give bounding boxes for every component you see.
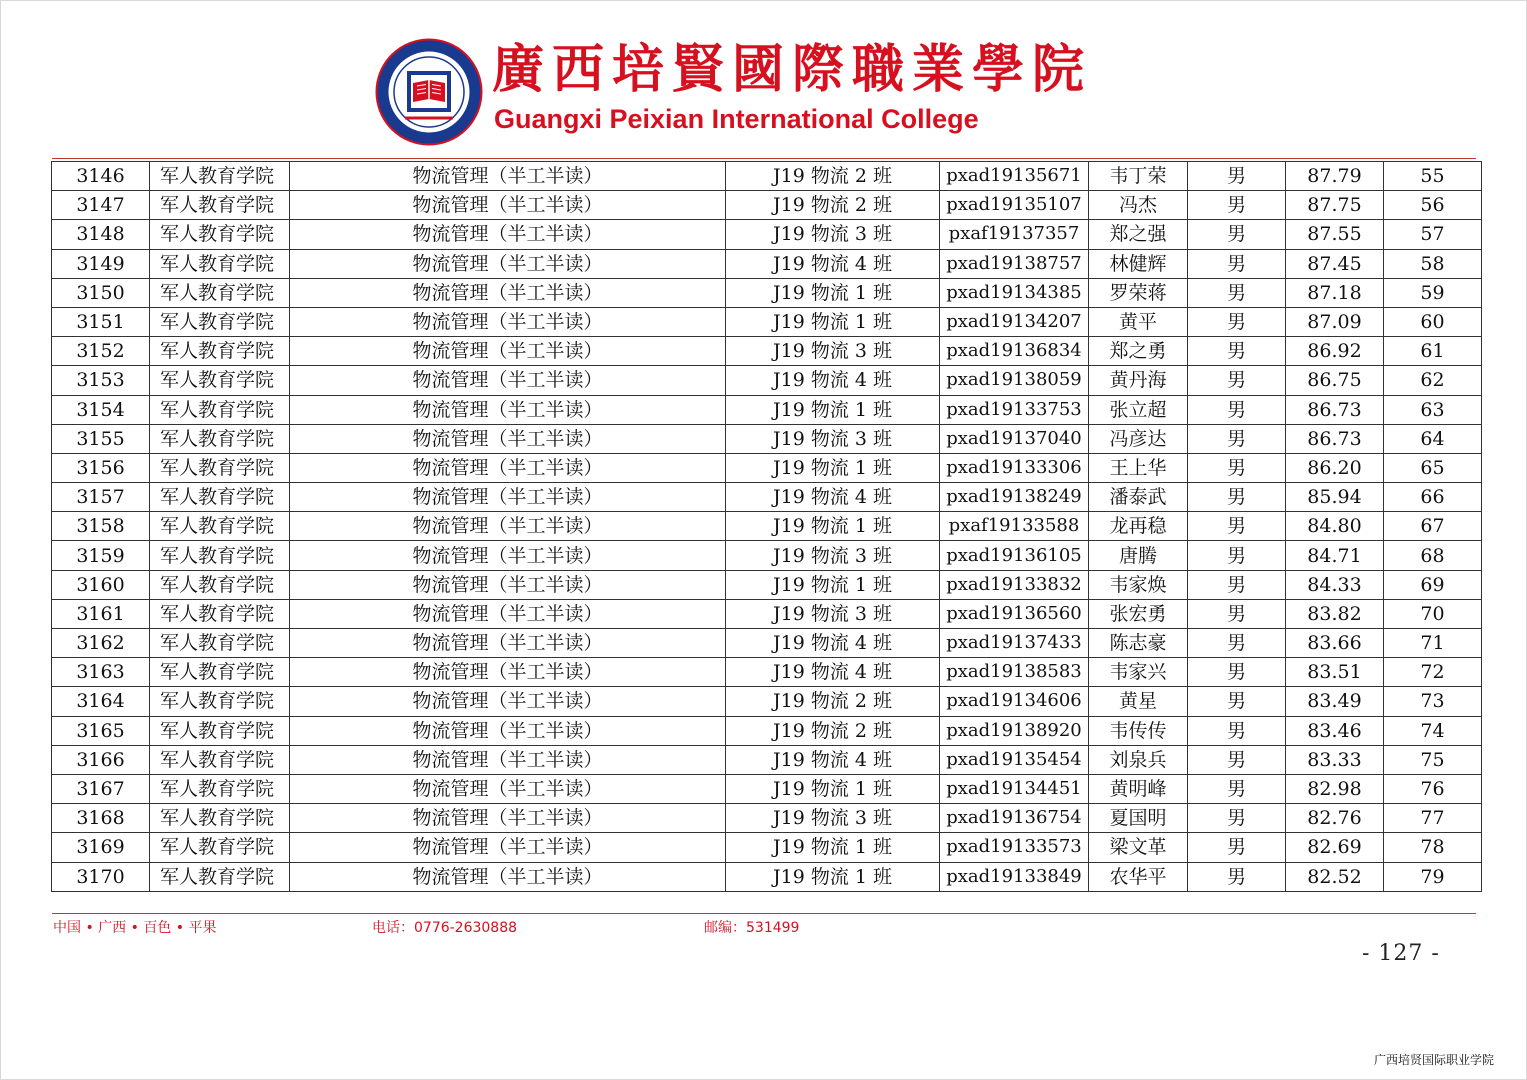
cell-gender: 男 — [1188, 278, 1286, 307]
cell-dept: 军人教育学院 — [150, 570, 290, 599]
cell-id: pxad19138059 — [940, 366, 1089, 395]
cell-class: J19 物流 1 班 — [726, 307, 940, 336]
cell-gender: 男 — [1188, 162, 1286, 191]
cell-class: J19 物流 1 班 — [726, 453, 940, 482]
cell-gender: 男 — [1188, 629, 1286, 658]
cell-dept: 军人教育学院 — [150, 395, 290, 424]
table-row — [52, 658, 1482, 687]
cell-score: 85.94 — [1286, 483, 1384, 512]
table-row — [52, 541, 1482, 570]
cell-dept: 军人教育学院 — [150, 366, 290, 395]
cell-name: 韦家焕 — [1089, 570, 1188, 599]
header-divider — [52, 158, 1476, 159]
cell-seq: 3167 — [52, 774, 150, 803]
cell-id: pxad19137040 — [940, 424, 1089, 453]
cell-major: 物流管理（半工半读） — [290, 337, 726, 366]
cell-seq: 3162 — [52, 629, 150, 658]
cell-rank: 76 — [1384, 774, 1482, 803]
cell-class: J19 物流 4 班 — [726, 658, 940, 687]
cell-id: pxad19133753 — [940, 395, 1089, 424]
cell-major: 物流管理（半工半读） — [290, 862, 726, 891]
cell-name: 刘泉兵 — [1089, 745, 1188, 774]
cell-score: 87.09 — [1286, 307, 1384, 336]
college-name-en: Guangxi Peixian International College — [494, 104, 979, 134]
cell-id: pxad19136834 — [940, 337, 1089, 366]
cell-seq: 3166 — [52, 745, 150, 774]
cell-id: pxad19138757 — [940, 249, 1089, 278]
cell-name: 郑之勇 — [1089, 337, 1188, 366]
cell-dept: 军人教育学院 — [150, 804, 290, 833]
cell-seq: 3152 — [52, 337, 150, 366]
cell-name: 韦家兴 — [1089, 658, 1188, 687]
student-ranking-table — [51, 161, 1482, 892]
cell-rank: 57 — [1384, 220, 1482, 249]
cell-dept: 军人教育学院 — [150, 862, 290, 891]
cell-rank: 79 — [1384, 862, 1482, 891]
cell-score: 87.55 — [1286, 220, 1384, 249]
cell-id: pxad19137433 — [940, 629, 1089, 658]
cell-class: J19 物流 3 班 — [726, 804, 940, 833]
cell-dept: 军人教育学院 — [150, 687, 290, 716]
table-row — [52, 745, 1482, 774]
table-row — [52, 804, 1482, 833]
cell-dept: 军人教育学院 — [150, 337, 290, 366]
cell-name: 张宏勇 — [1089, 599, 1188, 628]
table-row — [52, 307, 1482, 336]
cell-dept: 军人教育学院 — [150, 833, 290, 862]
cell-major: 物流管理（半工半读） — [290, 191, 726, 220]
cell-rank: 77 — [1384, 804, 1482, 833]
cell-id: pxad19133849 — [940, 862, 1089, 891]
cell-rank: 59 — [1384, 278, 1482, 307]
cell-class: J19 物流 1 班 — [726, 862, 940, 891]
cell-score: 83.46 — [1286, 716, 1384, 745]
cell-score: 86.73 — [1286, 424, 1384, 453]
cell-name: 韦传传 — [1089, 716, 1188, 745]
table-row — [52, 862, 1482, 891]
page-number: - 127 - — [1362, 941, 1440, 966]
cell-name: 黄平 — [1089, 307, 1188, 336]
table-row — [52, 483, 1482, 512]
cell-dept: 军人教育学院 — [150, 629, 290, 658]
cell-dept: 军人教育学院 — [150, 162, 290, 191]
cell-gender: 男 — [1188, 716, 1286, 745]
cell-score: 83.33 — [1286, 745, 1384, 774]
cell-seq: 3149 — [52, 249, 150, 278]
cell-major: 物流管理（半工半读） — [290, 716, 726, 745]
cell-rank: 69 — [1384, 570, 1482, 599]
cell-class: J19 物流 3 班 — [726, 424, 940, 453]
cell-dept: 军人教育学院 — [150, 745, 290, 774]
footer-divider — [52, 913, 1476, 914]
cell-score: 84.80 — [1286, 512, 1384, 541]
table-row — [52, 629, 1482, 658]
cell-class: J19 物流 4 班 — [726, 745, 940, 774]
cell-gender: 男 — [1188, 512, 1286, 541]
cell-gender: 男 — [1188, 570, 1286, 599]
cell-major: 物流管理（半工半读） — [290, 453, 726, 482]
cell-rank: 58 — [1384, 249, 1482, 278]
cell-dept: 军人教育学院 — [150, 774, 290, 803]
cell-score: 86.20 — [1286, 453, 1384, 482]
cell-rank: 71 — [1384, 629, 1482, 658]
table-row — [52, 191, 1482, 220]
cell-id: pxad19136754 — [940, 804, 1089, 833]
cell-class: J19 物流 3 班 — [726, 220, 940, 249]
cell-class: J19 物流 2 班 — [726, 687, 940, 716]
cell-class: J19 物流 2 班 — [726, 191, 940, 220]
cell-dept: 军人教育学院 — [150, 658, 290, 687]
cell-class: J19 物流 1 班 — [726, 278, 940, 307]
cell-gender: 男 — [1188, 395, 1286, 424]
cell-name: 张立超 — [1089, 395, 1188, 424]
cell-seq: 3169 — [52, 833, 150, 862]
cell-gender: 男 — [1188, 745, 1286, 774]
cell-dept: 军人教育学院 — [150, 453, 290, 482]
cell-id: pxad19134606 — [940, 687, 1089, 716]
table-row — [52, 337, 1482, 366]
table-row — [52, 833, 1482, 862]
cell-score: 82.76 — [1286, 804, 1384, 833]
cell-gender: 男 — [1188, 833, 1286, 862]
cell-class: J19 物流 1 班 — [726, 833, 940, 862]
college-seal-logo-icon — [375, 38, 483, 146]
cell-id: pxad19133573 — [940, 833, 1089, 862]
cell-dept: 军人教育学院 — [150, 191, 290, 220]
cell-rank: 56 — [1384, 191, 1482, 220]
cell-major: 物流管理（半工半读） — [290, 658, 726, 687]
cell-id: pxaf19133588 — [940, 512, 1089, 541]
cell-class: J19 物流 4 班 — [726, 249, 940, 278]
table-row — [52, 278, 1482, 307]
cell-name: 冯杰 — [1089, 191, 1188, 220]
cell-score: 86.73 — [1286, 395, 1384, 424]
cell-name: 梁文革 — [1089, 833, 1188, 862]
cell-score: 83.51 — [1286, 658, 1384, 687]
cell-major: 物流管理（半工半读） — [290, 307, 726, 336]
cell-major: 物流管理（半工半读） — [290, 541, 726, 570]
cell-rank: 68 — [1384, 541, 1482, 570]
cell-rank: 73 — [1384, 687, 1482, 716]
cell-rank: 65 — [1384, 453, 1482, 482]
cell-dept: 军人教育学院 — [150, 278, 290, 307]
cell-rank: 62 — [1384, 366, 1482, 395]
cell-rank: 66 — [1384, 483, 1482, 512]
cell-major: 物流管理（半工半读） — [290, 483, 726, 512]
cell-class: J19 物流 2 班 — [726, 162, 940, 191]
cell-id: pxaf19137357 — [940, 220, 1089, 249]
cell-dept: 军人教育学院 — [150, 716, 290, 745]
cell-name: 林健辉 — [1089, 249, 1188, 278]
cell-id: pxad19138583 — [940, 658, 1089, 687]
cell-seq: 3170 — [52, 862, 150, 891]
cell-score: 82.52 — [1286, 862, 1384, 891]
cell-dept: 军人教育学院 — [150, 483, 290, 512]
cell-rank: 72 — [1384, 658, 1482, 687]
cell-gender: 男 — [1188, 862, 1286, 891]
cell-class: J19 物流 1 班 — [726, 512, 940, 541]
cell-rank: 55 — [1384, 162, 1482, 191]
cell-id: pxad19135107 — [940, 191, 1089, 220]
cell-id: pxad19134385 — [940, 278, 1089, 307]
table-row — [52, 570, 1482, 599]
cell-score: 87.45 — [1286, 249, 1384, 278]
cell-major: 物流管理（半工半读） — [290, 278, 726, 307]
cell-major: 物流管理（半工半读） — [290, 395, 726, 424]
table-row — [52, 453, 1482, 482]
cell-id: pxad19138249 — [940, 483, 1089, 512]
cell-gender: 男 — [1188, 483, 1286, 512]
cell-gender: 男 — [1188, 804, 1286, 833]
cell-major: 物流管理（半工半读） — [290, 804, 726, 833]
cell-seq: 3157 — [52, 483, 150, 512]
cell-dept: 军人教育学院 — [150, 599, 290, 628]
cell-class: J19 物流 1 班 — [726, 395, 940, 424]
cell-class: J19 物流 4 班 — [726, 366, 940, 395]
cell-gender: 男 — [1188, 599, 1286, 628]
cell-major: 物流管理（半工半读） — [290, 424, 726, 453]
cell-name: 潘泰武 — [1089, 483, 1188, 512]
cell-major: 物流管理（半工半读） — [290, 774, 726, 803]
cell-seq: 3153 — [52, 366, 150, 395]
table-row — [52, 774, 1482, 803]
cell-dept: 军人教育学院 — [150, 249, 290, 278]
cell-major: 物流管理（半工半读） — [290, 745, 726, 774]
cell-rank: 67 — [1384, 512, 1482, 541]
cell-gender: 男 — [1188, 220, 1286, 249]
cell-rank: 61 — [1384, 337, 1482, 366]
cell-class: J19 物流 3 班 — [726, 337, 940, 366]
table-row — [52, 512, 1482, 541]
table-row — [52, 716, 1482, 745]
cell-seq: 3154 — [52, 395, 150, 424]
cell-rank: 75 — [1384, 745, 1482, 774]
cell-class: J19 物流 2 班 — [726, 716, 940, 745]
cell-class: J19 物流 3 班 — [726, 541, 940, 570]
cell-rank: 60 — [1384, 307, 1482, 336]
cell-score: 87.18 — [1286, 278, 1384, 307]
cell-score: 86.92 — [1286, 337, 1384, 366]
table-body — [52, 162, 1482, 892]
cell-score: 82.69 — [1286, 833, 1384, 862]
cell-id: pxad19134451 — [940, 774, 1089, 803]
watermark-text: 广西培贤国际职业学院 — [1374, 1053, 1495, 1067]
table-row — [52, 220, 1482, 249]
cell-major: 物流管理（半工半读） — [290, 629, 726, 658]
cell-gender: 男 — [1188, 541, 1286, 570]
table-row — [52, 162, 1482, 191]
table-row — [52, 249, 1482, 278]
cell-id: pxad19134207 — [940, 307, 1089, 336]
cell-score: 87.75 — [1286, 191, 1384, 220]
college-name-cn: 廣西培賢國際職業學院 — [492, 39, 1093, 100]
cell-major: 物流管理（半工半读） — [290, 570, 726, 599]
cell-name: 夏国明 — [1089, 804, 1188, 833]
cell-gender: 男 — [1188, 453, 1286, 482]
footer-phone: 电话：0776-2630888 — [372, 920, 518, 936]
cell-seq: 3168 — [52, 804, 150, 833]
cell-gender: 男 — [1188, 337, 1286, 366]
cell-name: 王上华 — [1089, 453, 1188, 482]
cell-class: J19 物流 4 班 — [726, 629, 940, 658]
cell-seq: 3151 — [52, 307, 150, 336]
cell-gender: 男 — [1188, 658, 1286, 687]
cell-seq: 3155 — [52, 424, 150, 453]
cell-rank: 78 — [1384, 833, 1482, 862]
cell-name: 黄星 — [1089, 687, 1188, 716]
cell-name: 黄明峰 — [1089, 774, 1188, 803]
cell-seq: 3147 — [52, 191, 150, 220]
table-row — [52, 424, 1482, 453]
cell-score: 83.49 — [1286, 687, 1384, 716]
cell-name: 郑之强 — [1089, 220, 1188, 249]
cell-score: 83.66 — [1286, 629, 1384, 658]
table-row — [52, 599, 1482, 628]
cell-id: pxad19135671 — [940, 162, 1089, 191]
cell-id: pxad19138920 — [940, 716, 1089, 745]
cell-major: 物流管理（半工半读） — [290, 249, 726, 278]
cell-class: J19 物流 3 班 — [726, 599, 940, 628]
cell-dept: 军人教育学院 — [150, 307, 290, 336]
cell-name: 陈志豪 — [1089, 629, 1188, 658]
cell-major: 物流管理（半工半读） — [290, 833, 726, 862]
cell-name: 黄丹海 — [1089, 366, 1188, 395]
cell-class: J19 物流 4 班 — [726, 483, 940, 512]
cell-gender: 男 — [1188, 774, 1286, 803]
table-row — [52, 366, 1482, 395]
cell-seq: 3146 — [52, 162, 150, 191]
cell-seq: 3158 — [52, 512, 150, 541]
cell-score: 82.98 — [1286, 774, 1384, 803]
cell-name: 韦丁荣 — [1089, 162, 1188, 191]
cell-score: 86.75 — [1286, 366, 1384, 395]
cell-name: 农华平 — [1089, 862, 1188, 891]
footer-address: 中国 • 广西 • 百色 • 平果 — [53, 920, 217, 936]
cell-seq: 3160 — [52, 570, 150, 599]
cell-major: 物流管理（半工半读） — [290, 599, 726, 628]
cell-seq: 3164 — [52, 687, 150, 716]
cell-seq: 3156 — [52, 453, 150, 482]
cell-dept: 军人教育学院 — [150, 512, 290, 541]
cell-class: J19 物流 1 班 — [726, 570, 940, 599]
cell-dept: 军人教育学院 — [150, 541, 290, 570]
cell-seq: 3150 — [52, 278, 150, 307]
cell-gender: 男 — [1188, 191, 1286, 220]
cell-score: 83.82 — [1286, 599, 1384, 628]
cell-class: J19 物流 1 班 — [726, 774, 940, 803]
cell-major: 物流管理（半工半读） — [290, 512, 726, 541]
cell-gender: 男 — [1188, 307, 1286, 336]
cell-major: 物流管理（半工半读） — [290, 162, 726, 191]
cell-name: 龙再稳 — [1089, 512, 1188, 541]
cell-gender: 男 — [1188, 687, 1286, 716]
cell-score: 84.71 — [1286, 541, 1384, 570]
cell-score: 87.79 — [1286, 162, 1384, 191]
cell-dept: 军人教育学院 — [150, 220, 290, 249]
cell-score: 84.33 — [1286, 570, 1384, 599]
cell-seq: 3148 — [52, 220, 150, 249]
cell-gender: 男 — [1188, 249, 1286, 278]
cell-dept: 军人教育学院 — [150, 424, 290, 453]
cell-seq: 3165 — [52, 716, 150, 745]
cell-name: 冯彦达 — [1089, 424, 1188, 453]
footer-postcode: 邮编：531499 — [704, 920, 800, 936]
cell-gender: 男 — [1188, 424, 1286, 453]
cell-major: 物流管理（半工半读） — [290, 687, 726, 716]
cell-rank: 70 — [1384, 599, 1482, 628]
cell-major: 物流管理（半工半读） — [290, 220, 726, 249]
cell-seq: 3161 — [52, 599, 150, 628]
cell-rank: 64 — [1384, 424, 1482, 453]
cell-id: pxad19136560 — [940, 599, 1089, 628]
cell-name: 罗荣蒋 — [1089, 278, 1188, 307]
cell-id: pxad19133306 — [940, 453, 1089, 482]
table-row — [52, 687, 1482, 716]
cell-seq: 3159 — [52, 541, 150, 570]
table-row — [52, 395, 1482, 424]
cell-id: pxad19135454 — [940, 745, 1089, 774]
cell-gender: 男 — [1188, 366, 1286, 395]
cell-rank: 74 — [1384, 716, 1482, 745]
cell-rank: 63 — [1384, 395, 1482, 424]
cell-id: pxad19136105 — [940, 541, 1089, 570]
cell-seq: 3163 — [52, 658, 150, 687]
cell-name: 唐腾 — [1089, 541, 1188, 570]
cell-id: pxad19133832 — [940, 570, 1089, 599]
cell-major: 物流管理（半工半读） — [290, 366, 726, 395]
